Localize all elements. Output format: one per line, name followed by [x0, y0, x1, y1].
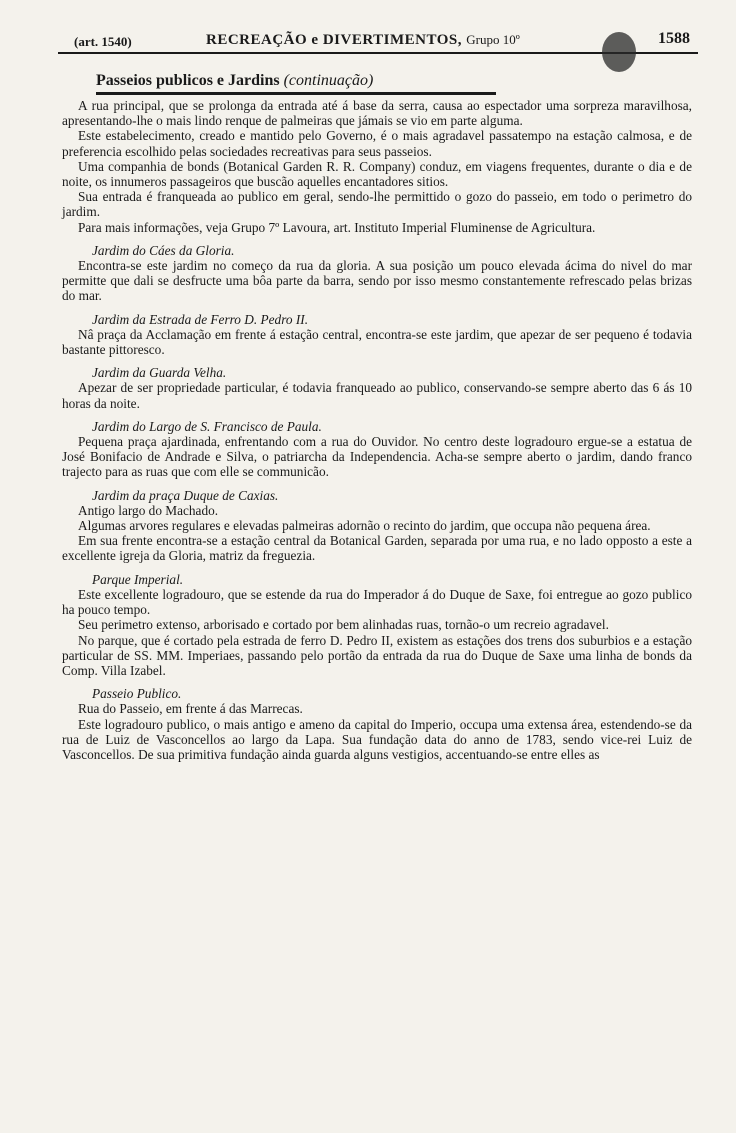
entry-paragraph: Rua do Passeio, em frente á das Marrecas.: [78, 701, 303, 717]
intro-paragraph: Este estabelecimento, creado e mantido pelo Governo, é o mais agradavel passatempo na estação calmosa, e de preferencia escolhido pelas sociedades recreativas para seus passeios.: [62, 128, 692, 159]
intro-paragraph: Sua entrada é franqueada ao publico em geral, sendo-lhe permittido o gozo do passeio, em todo o perimetro do jardim.: [62, 189, 692, 220]
entry-paragraph: Antigo largo do Machado.: [78, 502, 219, 518]
entry-paragraph: Nâ praça da Acclamação em frente á estação central, encontra-se este jardim, que apezar de ser pequeno é todavia bastante pittoresco.: [62, 326, 692, 358]
running-title-text: RECREAÇÃO e DIVERTIMENTOS,: [206, 32, 462, 48]
entry-title: Passeio Publico.: [92, 686, 182, 702]
intro-paragraph: Uma companhia de bonds (Botanical Garden R. R. Company) conduz, em viagens frequentes, durante o dia e de noite, os innumeros passageiros que buscão aquelles encantadores sitios.: [62, 158, 692, 190]
entry-title: Jardim da Estrada de Ferro D. Pedro II.: [92, 311, 309, 327]
article-reference: (art. 1540): [74, 34, 132, 49]
entry-paragraph: Este logradouro publico, o mais antigo e ameno da capital do Imperio, occupa uma extensa área, estendendo-se da rua de Luiz de Vasconcellos ao largo da Lapa. Sua fundação data do anno de 1783, sendo vice-rei Luiz de Vasconcellos. De sua primitiva fundação ainda guarda alguns vestigios, accentuando-se entre elles as: [62, 716, 692, 762]
entry-paragraph: Este excellente logradouro, que se estende da rua do Imperador á do Duque de Saxe, foi entregue ao gozo publico ha pouco tempo.: [62, 586, 692, 618]
entry-paragraph: Pequena praça ajardinada, enfrentando com a rua do Ouvidor. No centro deste logradouro ergue-se a estatua de José Bonifacio de Andrade e Silva, o patriarcha da Independencia. Acha-se sempre aberto o jardim, dando franco trajecto para as ruas que com elle se communicão.: [62, 434, 692, 480]
entry-paragraph: Encontra-se este jardim no começo da rua da gloria. A sua posição um pouco elevada ácima do nivel do mar permitte que dali se desfructe uma bôa parte da barra, sendo por isso mesmo constantemente refrescado pelas brizas do mar.: [62, 258, 692, 304]
entry-title: Jardim do Largo de S. Francisco de Paula.: [92, 418, 322, 434]
entry-paragraph: Seu perimetro extenso, arborisado e cortado por bem alinhadas ruas, tornão-o um recreio agradavel.: [78, 617, 609, 633]
body-text: [62, 98, 692, 762]
page-number: 1588: [658, 30, 690, 47]
entry-title: Jardim da Guarda Velha.: [92, 365, 227, 381]
entry-title: Parque Imperial.: [92, 571, 184, 587]
running-title: [206, 32, 520, 49]
section-title: Passeios publicos e Jardins: [96, 72, 280, 89]
entry-paragraph: No parque, que é cortado pela estrada de ferro D. Pedro II, existem as estações dos trens dos suburbios e a estação particular de SS. MM. Imperiaes, passando pelo portão da entrada da rua do Duque de Saxe uma linha de bonds da Comp. Villa Izabel.: [62, 632, 692, 678]
group-label: Grupo 10º: [466, 32, 520, 47]
entry-paragraph: Algumas arvores regulares e elevadas palmeiras adornão o recinto do jardim, que occupa não pequena área.: [78, 518, 651, 534]
entry-title: Jardim do Cáes da Gloria.: [92, 242, 235, 258]
section-subtitle: (continuação): [283, 72, 374, 89]
ink-blot: [602, 32, 636, 72]
entry-title: Jardim da praça Duque de Caxias.: [92, 487, 279, 503]
section-heading: [96, 72, 496, 95]
entry-paragraph: Em sua frente encontra-se a estação central da Botanical Garden, separada por uma rua, e no lado opposto a este a excellente igreja da Gloria, matriz da freguezia.: [62, 533, 692, 564]
entry-paragraph: Apezar de ser propriedade particular, é todavia franqueado ao publico, conservando-se sempre aberto das 6 ás 10 horas da noite.: [62, 380, 692, 411]
intro-paragraph: A rua principal, que se prolonga da entrada até á base da serra, causa ao espectador uma sorpreza maravilhosa, apresentando-lhe o mais lindo renque de palmeiras que jámais se vio em parte alguma.: [62, 98, 692, 129]
intro-paragraph: Para mais informações, veja Grupo 7º Lavoura, art. Instituto Imperial Fluminense de Agricultura.: [78, 219, 596, 235]
